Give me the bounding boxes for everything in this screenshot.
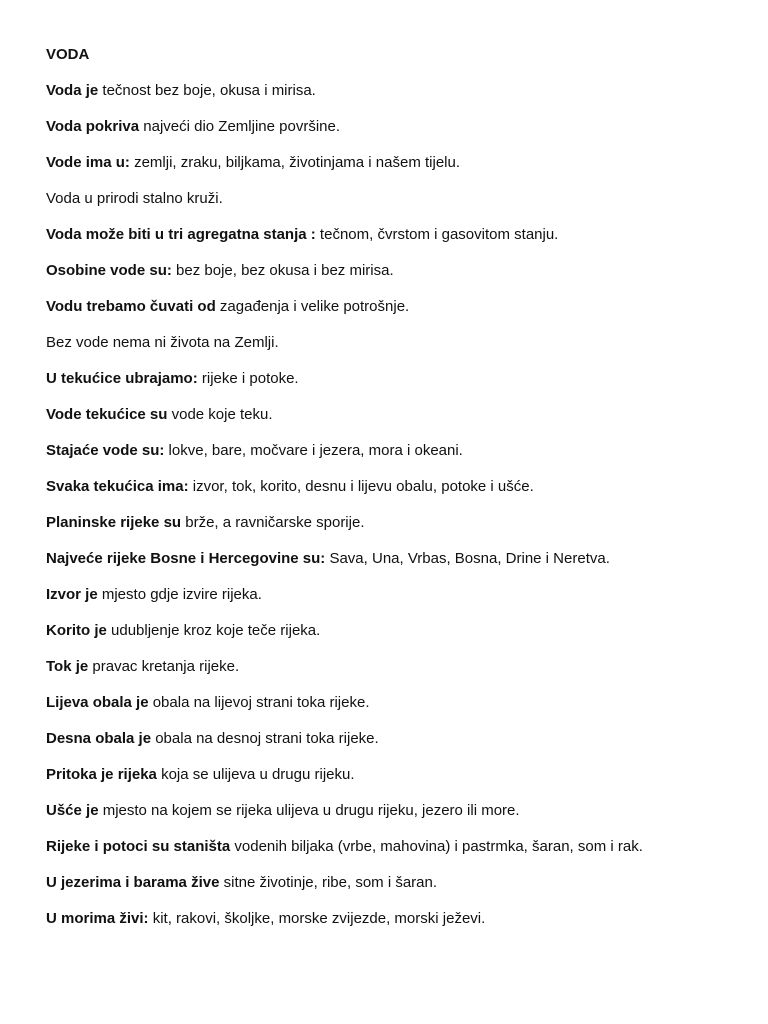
text-line (46, 548, 746, 570)
text-line (46, 908, 746, 930)
text-line (46, 476, 746, 498)
line-bold-term: Voda je (46, 82, 99, 99)
text-line (46, 800, 746, 822)
line-text: bez boje, bez okusa i bez mirisa. (171, 262, 394, 279)
text-line (46, 584, 746, 606)
text-line (46, 440, 746, 462)
line-text: koja se ulijeva u drugu rijeku. (156, 766, 355, 783)
line-text: vode koje teku. (167, 406, 273, 423)
line-text: obala na desnoj strani toka rijeke. (151, 730, 379, 747)
line-bold-term: Stajaće vode su: (46, 442, 165, 459)
line-text: mjesto gdje izvire rijeka. (97, 586, 262, 603)
line-text: Voda u prirodi stalno kruži. (46, 190, 223, 207)
text-line (46, 296, 746, 318)
text-line (46, 872, 746, 894)
text-line (46, 188, 746, 210)
line-text: mjesto na kojem se rijeka ulijeva u drugu rijeku, jezero ili more. (98, 802, 520, 819)
line-text: tečnost bez boje, okusa i mirisa. (98, 82, 316, 99)
text-line (46, 152, 746, 174)
line-bold-term: Pritoka je rijeka (46, 766, 157, 783)
document-title: VODA (46, 46, 90, 63)
line-bold-term: Vode tekućice su (46, 406, 168, 423)
text-line (46, 728, 746, 750)
text-line (46, 368, 746, 390)
line-text: izvor, tok, korito, desnu i lijevu obalu, potoke i ušće. (188, 478, 534, 495)
line-bold-term: Voda pokriva (46, 118, 140, 135)
line-text: tečnom, čvrstom i gasovitom stanju. (315, 226, 559, 243)
line-text: obala na lijevoj strani toka rijeke. (148, 694, 370, 711)
text-line (46, 80, 746, 102)
line-bold-term: Lijeva obala je (46, 694, 149, 711)
text-line (46, 512, 746, 534)
text-line (46, 332, 746, 354)
text-line (46, 836, 746, 858)
line-bold-term: Planinske rijeke su (46, 514, 182, 531)
line-bold-term: Voda može biti u tri agregatna stanja : (46, 226, 316, 243)
line-text: zagađenja i velike potrošnje. (215, 298, 410, 315)
line-text: udubljenje kroz koje teče rijeka. (106, 622, 321, 639)
line-text: rijeke i potoke. (197, 370, 299, 387)
document-page (46, 44, 746, 944)
text-line (46, 116, 746, 138)
line-text: kit, rakovi, školjke, morske zvijezde, morski ježevi. (148, 910, 486, 927)
line-text: pravac kretanja rijeke. (88, 658, 240, 675)
line-bold-term: Vode ima u: (46, 154, 130, 171)
text-line (46, 692, 746, 714)
text-line (46, 620, 746, 642)
line-bold-term: Najveće rijeke Bosne i Hercegovine su: (46, 550, 326, 567)
line-bold-term: U tekućice ubrajamo: (46, 370, 198, 387)
line-bold-term: Ušće je (46, 802, 99, 819)
line-text: brže, a ravničarske sporije. (181, 514, 365, 531)
line-bold-term: U morima živi: (46, 910, 149, 927)
line-text: lokve, bare, močvare i jezera, mora i okeani. (164, 442, 463, 459)
text-line (46, 764, 746, 786)
line-bold-term: Rijeke i potoci su staništa (46, 838, 231, 855)
line-bold-term: U jezerima i barama žive (46, 874, 220, 891)
text-line (46, 404, 746, 426)
line-bold-term: Osobine vode su: (46, 262, 172, 279)
text-line (46, 260, 746, 282)
line-bold-term: Izvor je (46, 586, 98, 603)
text-line (46, 224, 746, 246)
line-bold-term: Vodu trebamo čuvati od (46, 298, 216, 315)
line-text: zemlji, zraku, biljkama, životinjama i našem tijelu. (129, 154, 461, 171)
line-bold-term: Desna obala je (46, 730, 152, 747)
text-line (46, 656, 746, 678)
line-text: sitne životinje, ribe, som i šaran. (219, 874, 438, 891)
line-text: najveći dio Zemljine površine. (139, 118, 341, 135)
line-text: Sava, Una, Vrbas, Bosna, Drine i Neretva. (325, 550, 610, 567)
line-bold-term: Tok je (46, 658, 89, 675)
line-text: Bez vode nema ni života na Zemlji. (46, 334, 279, 351)
line-text: vodenih biljaka (vrbe, mahovina) i pastrmka, šaran, som i rak. (230, 838, 643, 855)
line-bold-term: Svaka tekućica ima: (46, 478, 189, 495)
line-bold-term: Korito je (46, 622, 107, 639)
